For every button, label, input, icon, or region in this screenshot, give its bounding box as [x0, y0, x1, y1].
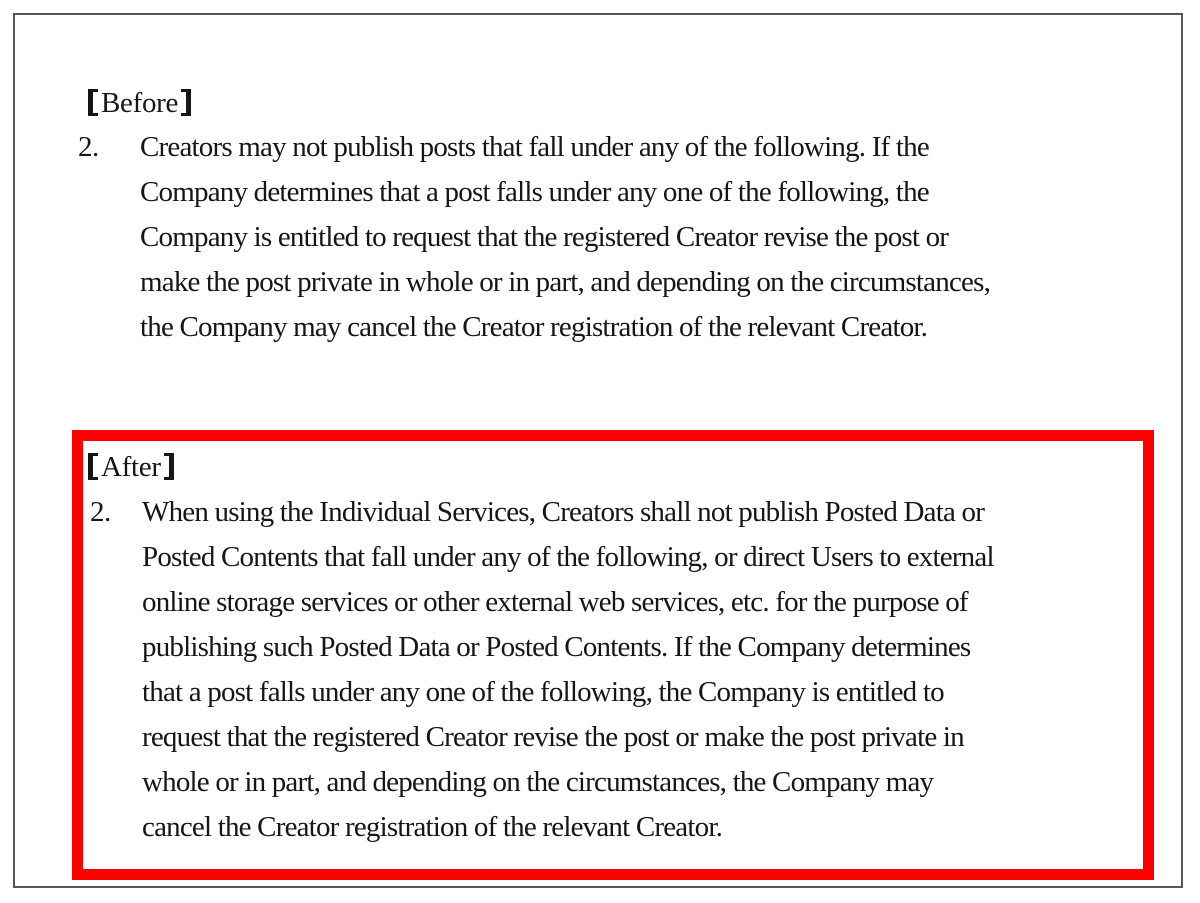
- clause-line: Company is entitled to request that the registered Creator revise the post or: [140, 221, 949, 253]
- after-section-highlight-box: [72, 430, 1154, 880]
- after-clause-number: 2.: [90, 496, 111, 528]
- clause-line: online storage services or other external web services, etc. for the purpose of: [142, 586, 968, 618]
- clause-line: that a post falls under any one of the following, the Company is entitled to: [142, 676, 944, 708]
- document-page-frame: [13, 13, 1183, 888]
- clause-line: Creators may not publish posts that fall under any of the following. If the: [140, 131, 929, 163]
- clause-line: cancel the Creator registration of the relevant Creator.: [142, 811, 723, 843]
- clause-line: request that the registered Creator revise the post or make the post private in: [142, 721, 964, 753]
- before-clause-text: [140, 125, 990, 350]
- after-section-heading: [88, 447, 174, 487]
- clause-line: Posted Contents that fall under any of the following, or direct Users to external: [142, 541, 994, 573]
- clause-line: make the post private in whole or in part, and depending on the circumstances,: [140, 266, 991, 298]
- clause-line: When using the Individual Services, Creators shall not publish Posted Data or: [142, 496, 985, 528]
- after-clause-text: [142, 490, 994, 850]
- before-heading-label: Before: [101, 87, 179, 119]
- right-lenticular-bracket-icon: [164, 453, 174, 480]
- clause-line: whole or in part, and depending on the circumstances, the Company may: [142, 766, 934, 798]
- after-heading-label: After: [101, 451, 161, 483]
- before-clause-number: 2.: [78, 131, 99, 163]
- clause-line: publishing such Posted Data or Posted Contents. If the Company determines: [142, 631, 971, 663]
- left-lenticular-bracket-icon: [88, 453, 98, 480]
- right-lenticular-bracket-icon: [181, 89, 191, 116]
- before-section-heading: [88, 83, 191, 123]
- left-lenticular-bracket-icon: [88, 89, 98, 116]
- clause-line: the Company may cancel the Creator registration of the relevant Creator.: [140, 311, 928, 343]
- clause-line: Company determines that a post falls under any one of the following, the: [140, 176, 929, 208]
